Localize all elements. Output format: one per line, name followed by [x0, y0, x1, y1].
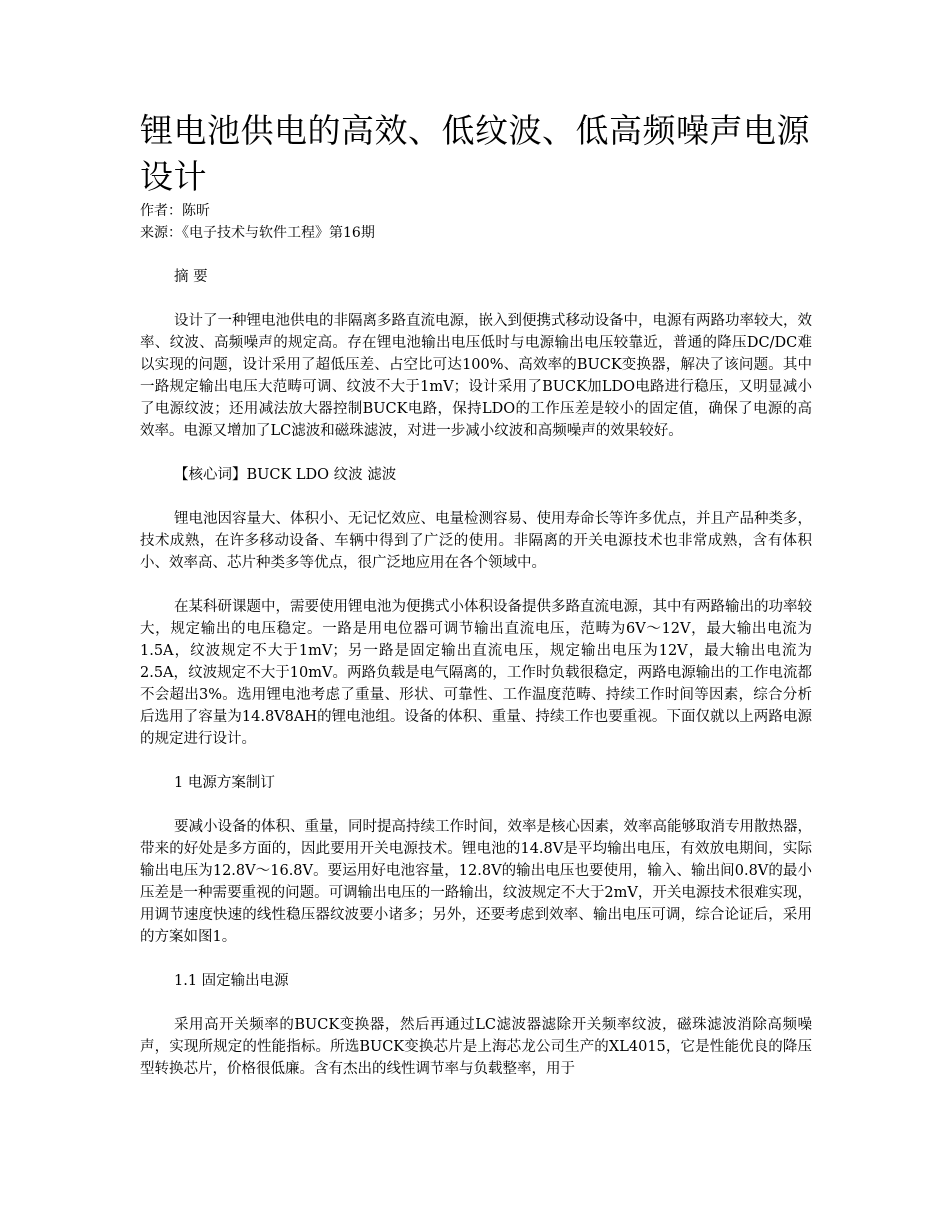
body-paragraph-1: 锂电池因容量大、体积小、无记忆效应、电量检测容易、使用寿命长等许多优点，并且产品种类多，技术成熟，在许多移动设备、车辆中得到了广泛的使用。非隔离的开关电源技术也非常成熟，含有体积小、效率高、芯片种类多等优点，很广泛地应用在各个领域中。: [140, 511, 812, 571]
article-title: 锂电池供电的高效、低纹波、低高频噪声电源设计: [140, 111, 810, 196]
body-paragraph-2: 在某科研课题中，需要使用锂电池为便携式小体积设备提供多路直流电源，其中有两路输出的功率较大，规定输出的电压稳定。一路是用电位器可调节输出直流电压，范畴为6V～12V，最大输出电流为1.5A，纹波规定不大于1mV；另一路是固定输出直流电压，规定输出电压为12V，最大输出电流为2.5A，纹波规定不大于10mV。两路负载是电气隔离的，工作时负载很稳定，两路电源输出的工作电流都不会超出3%。选用锂电池考虑了重量、形状、可靠性、工作温度范畴、持续工作时间等因素，综合分析后选用了容量为14.8V8AH的锂电池组。设备的体积、重量、持续工作也要重视。下面仅就以上两路电源的规定进行设计。: [140, 599, 812, 747]
keywords: 【核心词】BUCK LDO 纹波 滤波: [174, 467, 397, 483]
article-source: 来源：《电子技术与软件工程》第16期: [140, 225, 375, 241]
abstract-text: 设计了一种锂电池供电的非隔离多路直流电源，嵌入到便携式移动设备中，电源有两路功率较大，效率、纹波、高频噪声的规定高。存在锂电池输出电压低时与电源输出电压较靠近，普通的降压DC/DC难以实现的问题，设计采用了超低压差、占空比可达100%、高效率的BUCK变换器，解决了该问题。其中一路规定输出电压大范畴可调、纹波不大于1mV；设计采用了BUCK加LDO电路进行稳压，又明显减小了电源纹波；还用减法放大器控制BUCK电路，保持LDO的工作压差是较小的固定值，确保了电源的高效率。电源又增加了LC滤波和磁珠滤波，对进一步减小纹波和高频噪声的效果较好。: [140, 313, 812, 439]
abstract-heading: 摘 要: [174, 269, 208, 285]
section-heading-1-1: 1.1 固定输出电源: [174, 973, 289, 989]
section-heading-1: 1 电源方案制订: [174, 775, 275, 791]
document-page: [140, 108, 812, 1080]
body-paragraph-3: 要减小设备的体积、重量，同时提高持续工作时间，效率是核心因素，效率高能够取消专用散热器，带来的好处是多方面的，因此要用开关电源技术。锂电池的14.8V是平均输出电压，有效放电期间，实际输出电压为12.8V～16.8V。要运用好电池容量，12.8V的输出电压也要使用，输入、输出间0.8V的最小压差是一种需要重视的问题。可调输出电压的一路输出，纹波规定不大于2mV，开关电源技术很难实现，用调节速度快速的线性稳压器纹波要小诸多；另外，还要考虑到效率、输出电压可调，综合论证后，采用的方案如图1。: [140, 819, 812, 945]
body-paragraph-4: 采用高开关频率的BUCK变换器，然后再通过LC滤波器滤除开关频率纹波，磁珠滤波消除高频噪声，实现所规定的性能指标。所选BUCK变换芯片是上海芯龙公司生产的XL4015，它是性能优良的降压型转换芯片，价格很低廉。含有杰出的线性调节率与负载整率，用于: [140, 1017, 812, 1077]
article-author: 作者：陈昕: [140, 203, 210, 219]
